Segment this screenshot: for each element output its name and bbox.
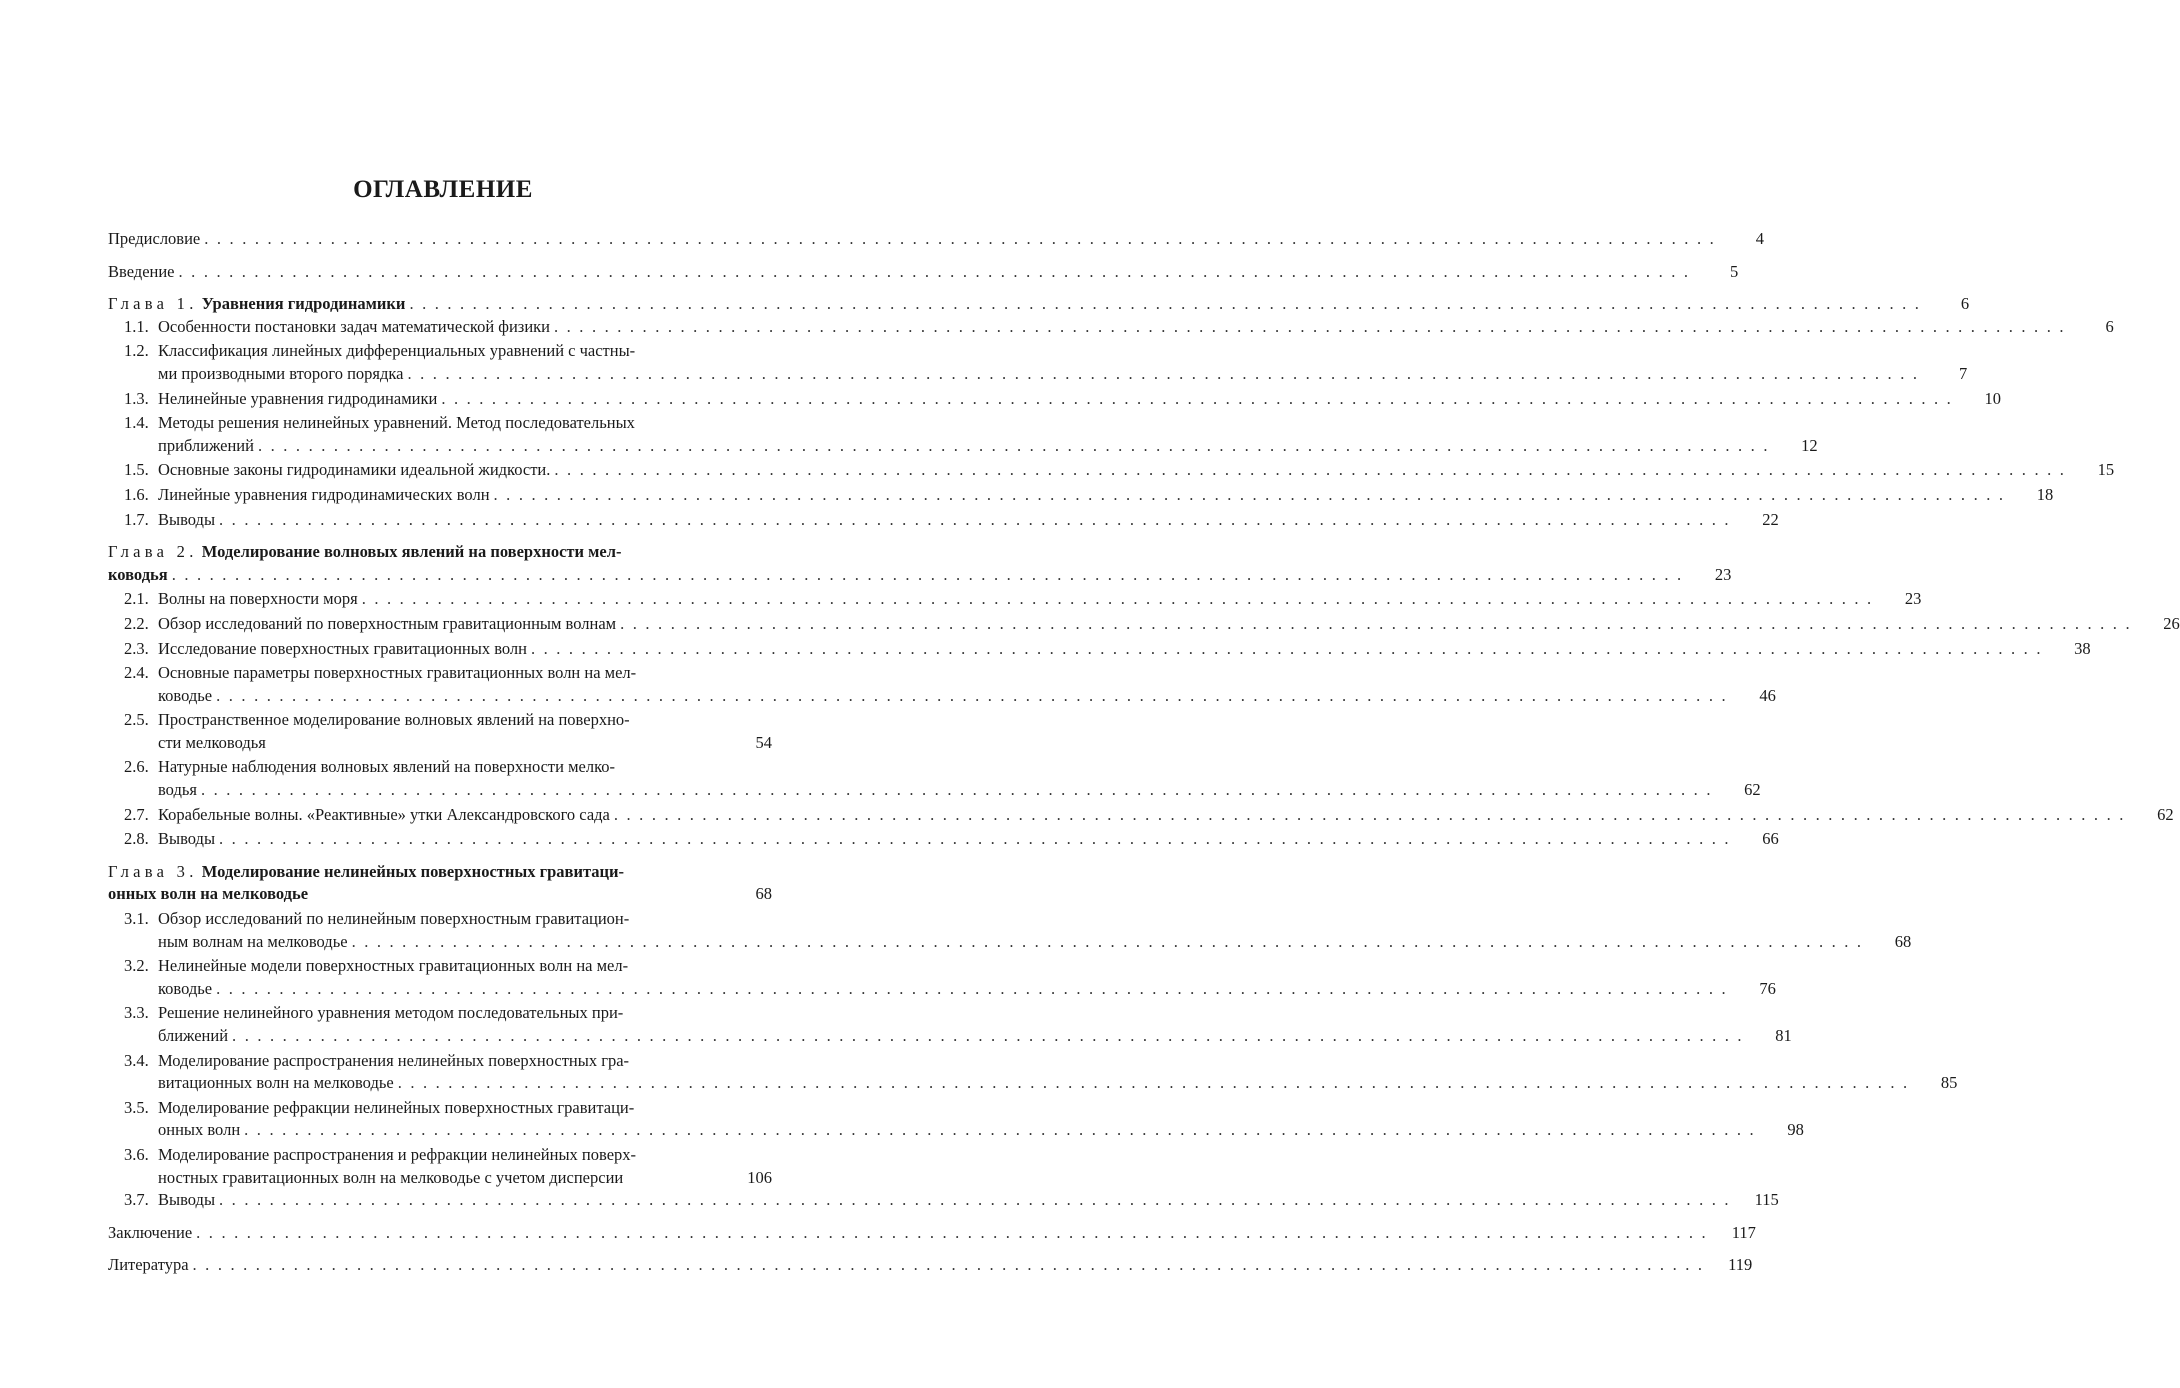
toc-section-2-7[interactable] [108,804,2174,827]
toc-section-3-6-cont[interactable] [108,1167,772,1190]
page-number: 23 [1714,564,1732,584]
toc-section-2-5[interactable] [108,709,772,732]
page-number: 62 [2157,804,2174,824]
toc-section-2-4[interactable] [108,662,772,685]
page-number: 81 [1775,1026,1792,1045]
toc-section-1-4-cont[interactable] [108,435,1818,458]
section-title-line-2: витационных волн на мелководье [158,1073,394,1093]
toc-section-3-2[interactable] [108,955,772,978]
toc-entry-conclusion[interactable] [108,1222,1756,1245]
toc-section-2-4-cont[interactable] [108,685,1776,708]
section-title-line-2: водья [158,780,197,800]
toc-section-1-3[interactable] [108,388,2001,411]
chapter-title: Уравнения гидродинамики [201,294,406,314]
page-number: 117 [1731,1222,1756,1242]
toc-chapter-2-cont[interactable] [108,564,1732,587]
dot-leader: . . . . . . . . . . . . . . . . . . . . . . . . . . . . . . . . . . . . . . . . . . . . . . . . . . . . . . . . . . . . . . . . . . . . . . . . . . . . . . . . . . . . . . . . . . . . . . . . . . . . . . . . . . . . . . . . . . . . . . . . [171,564,1684,584]
dot-leader: . . . . . . . . . . . . . . . . . . . . . . . . . . . . . . . . . . . . . . . . . . . . . . . . . . . . . . . . . . . . . . . . . . . . . . . . . . . . . . . . . . . . . . . . . . . . . . . . . . . . . . . . . . . . . . . . . . . . . . . . [232,1026,1744,1045]
page-number: 10 [1984,388,2001,408]
toc-section-1-7[interactable] [108,509,1779,532]
toc-section-3-4[interactable] [108,1050,772,1073]
chapter-label: Глава 3. [108,861,198,881]
page-number: 6 [2105,316,2114,336]
toc-section-2-6-cont[interactable] [108,779,1761,802]
section-number: 2.3. [124,638,149,658]
page-number: 26 [2163,613,2180,633]
section-title: Выводы [158,1190,216,1210]
entry-title: Введение [108,261,175,281]
section-number: 2.1. [124,589,149,609]
section-title: Выводы [158,829,216,849]
toc-chapter-3[interactable] [108,861,772,884]
chapter-title-line-2: онных волн на мелководье [108,884,309,904]
page-number: 119 [1728,1255,1753,1275]
entry-title: Предисловие [108,229,201,248]
section-number: 2.8. [124,829,149,849]
toc-section-2-3[interactable] [108,638,2091,661]
page-number: 85 [1940,1073,1958,1093]
dot-leader: . . . . . . . . . . . . . . . . . . . . . . . . . . . . . . . . . . . . . . . . . . . . . . . . . . . . . . . . . . . . . . . . . . . . . . . . . . . . . . . . . . . . . . . . . . . . . . . . . . . . . . . . . . . . . . . . . . . . . . . . [407,363,1920,383]
section-title-line-1: Нелинейные модели поверхностных гравитационных волн на мел- [158,956,629,976]
section-number: 2.2. [124,613,149,633]
section-title-line-1: Моделирование рефракции нелинейных поверхностных гравитаци- [158,1097,635,1117]
section-title-line-1: Пространственное моделирование волновых явлений на поверхно- [158,710,630,730]
page-number: 23 [1904,589,1922,609]
section-number: 2.4. [124,663,149,683]
page-number: 4 [1755,229,1764,248]
page-number: 12 [1801,435,1818,455]
section-number: 1.4. [124,413,149,433]
toc-section-3-4-cont[interactable] [108,1072,1958,1095]
dot-leader: . . . . . . . . . . . . . . . . . . . . . . . . . . . . . . . . . . . . . . . . . . . . . . . . . . . . . . . . . . . . . . . . . . . . . . . . . . . . . . . . . . . . . . . . . . . . . . . . . . . . . . . . . . . . . . . . . . . . . . . . [554,460,2067,480]
toc-entry-references[interactable] [108,1254,1753,1277]
dot-leader: . . . . . . . . . . . . . . . . . . . . . . . . . . . . . . . . . . . . . . . . . . . . . . . . . . . . . . . . . . . . . . . . . . . . . . . . . . . . . . . . . . . . . . . . . . . . . . . . . . . . . . . . . . . . . . . . . . . . . . . . [613,804,2126,824]
section-number: 3.5. [124,1097,149,1117]
section-number: 1.1. [124,316,149,336]
section-number: 1.3. [124,388,149,408]
toc-section-2-5-cont[interactable] [108,732,772,755]
toc-section-2-8[interactable] [108,828,1779,851]
section-number: 1.5. [124,460,149,480]
section-title: Волны на поверхности моря [158,589,358,609]
page-title: ОГЛАВЛЕНИЕ [353,176,533,203]
page-number: 22 [1762,509,1779,529]
page-number: 98 [1787,1120,1804,1140]
toc-section-3-5-cont[interactable] [108,1119,1804,1142]
toc-section-3-1-cont[interactable] [108,931,1912,954]
page-number: 5 [1729,261,1739,281]
page-number: 6 [1960,294,1970,314]
section-title: Линейные уравнения гидродинамических волн [158,484,490,504]
dot-leader: . . . . . . . . . . . . . . . . . . . . . . . . . . . . . . . . . . . . . . . . . . . . . . . . . . . . . . . . . . . . . . . . . . . . . . . . . . . . . . . . . . . . . . . . . . . . . . . . . . . . . . . . . . . . . . . . . . . . . . . . [554,316,2066,336]
dot-leader: . . . . . . . . . . . . . . . . . . . . . . . . . . . . . . . . . . . . . . . . . . . . . . . . . . . . . . . . . . . . . . . . . . . . . . . . . . . . . . . . . . . . . . . . . . . . . . . . . . . . . . . . . . . . . . . . . . . . . . . . [196,1222,1708,1242]
toc-entry-introduction[interactable] [108,261,1739,284]
dot-leader: . . . . . . . . . . . . . . . . . . . . . . . . . . . . . . . . . . . . . . . . . . . . . . . . . . . . . . . . . . . . . . . . . . . . . . . . . . . . . . . . . . . . . . . . . . . . . . . . . . . . . . . . . . . . . . . . . . . . . . . . [216,685,1728,705]
section-title-line-1: Моделирование распространения нелинейных поверхностных гра- [158,1050,630,1070]
section-title-line-2: ководье [158,978,213,998]
section-number: 3.2. [124,956,149,976]
toc-chapter-2[interactable] [108,541,772,564]
section-title: Исследование поверхностных гравитационных волн [158,638,527,658]
entry-title: Заключение [108,1222,193,1242]
dot-leader: . . . . . . . . . . . . . . . . . . . . . . . . . . . . . . . . . . . . . . . . . . . . . . . . . . . . . . . . . . . . . . . . . . . . . . . . . . . . . . . . . . . . . . . . . . . . . . . . . . . . . . . . . . . . . . . . . . . . . . . . [441,388,1953,408]
page-number: 106 [747,1167,772,1187]
section-title-line-1: Классификация линейных дифференциальных уравнений с частны- [158,341,636,361]
section-number: 3.4. [124,1050,149,1070]
chapter-label: Глава 2. [108,542,198,562]
page-number: 18 [2036,484,2054,504]
toc-section-3-7[interactable] [108,1189,1779,1212]
section-number: 1.6. [124,484,149,504]
dot-leader: . . . . . . . . . . . . . . . . . . . . . . . . . . . . . . . . . . . . . . . . . . . . . . . . . . . . . . . . . . . . . . . . . . . . . . . . . . . . . . . . . . . . . . . . . . . . . . . . . . . . . . . . . . . . . . . . . . . . . . . . [219,829,1731,849]
dot-leader: . . . . . . . . . . . . . . . . . . . . . . . . . . . . . . . . . . . . . . . . . . . . . . . . . . . . . . . . . . . . . . . . . . . . . . . . . . . . . . . . . . . . . . . . . . . . . . . . . . . . . . . . . . . . . . . . . . . . . . . . [216,978,1728,998]
dot-leader: . . . . . . . . . . . . . . . . . . . . . . . . . . . . . . . . . . . . . . . . . . . . . . . . . . . . . . . . . . . . . . . . . . . . . . . . . . . . . . . . . . . . . . . . . . . . . . . . . . . . . . . . . . . . . . . . . . . . . . . . [192,1255,1705,1275]
section-title: Обзор исследований по поверхностным гравитационным волнам [158,613,617,633]
section-title-line-1: Натурные наблюдения волновых явлений на поверхности мелко- [158,757,616,777]
toc-section-3-6[interactable] [108,1144,772,1167]
dot-leader: . . . . . . . . . . . . . . . . . . . . . . . . . . . . . . . . . . . . . . . . . . . . . . . . . . . . . . . . . . . . . . . . . . . . . . . . . . . . . . . . . . . . . . . . . . . . . . . . . . . . . . . . . . . . . . . . . . . . . . . . [219,509,1731,529]
section-number: 3.1. [124,909,149,929]
section-title-line-2: ностных гравитационных волн на мелководье с учетом дисперсии [158,1167,624,1187]
toc-section-1-6[interactable] [108,484,2054,507]
dot-leader: . . . . . . . . . . . . . . . . . . . . . . . . . . . . . . . . . . . . . . . . . . . . . . . . . . . . . . . . . . . . . . . . . . . . . . . . . . . . . . . . . . . . . . . . . . . . . . . . . . . . . . . . . . . . . . . . . . . . . . . . [178,261,1691,281]
toc-section-2-6[interactable] [108,756,772,779]
dot-leader: . . . . . . . . . . . . . . . . . . . . . . . . . . . . . . . . . . . . . . . . . . . . . . . . . . . . . . . . . . . . . . . . . . . . . . . . . . . . . . . . . . . . . . . . . . . . . . . . . . . . . . . . . . . . . . . . . . . . . . . . [204,229,1716,248]
section-title-line-2: приближений [158,435,254,455]
dot-leader: . . . . . . . . . . . . . . . . . . . . . . . . . . . . . . . . . . . . . . . . . . . . . . . . . . . . . . . . . . . . . . . . . . . . . . . . . . . . . . . . . . . . . . . . . . . . . . . . . . . . . . . . . . . . . . . . . . . . . . . . [397,1073,1910,1093]
section-number: 1.2. [124,341,149,361]
section-title-line-2: онных волн [158,1120,241,1140]
section-title-line-1: Обзор исследований по нелинейным поверхностным гравитацион- [158,909,630,929]
chapter-title-line-2: ководья [108,564,168,584]
chapter-title-line-1: Моделирование нелинейных поверхностных гравитаци- [201,861,625,881]
section-title-line-1: Моделирование распространения и рефракции нелинейных поверх- [158,1144,637,1164]
toc-section-2-2[interactable] [108,613,2180,636]
toc-entry-preface[interactable] [108,228,1764,251]
dot-leader: . . . . . . . . . . . . . . . . . . . . . . . . . . . . . . . . . . . . . . . . . . . . . . . . . . . . . . . . . . . . . . . . . . . . . . . . . . . . . . . . . . . . . . . . . . . . . . . . . . . . . . . . . . . . . . . . . . . . . . . . [244,1120,1756,1140]
section-title-line-2: ближений [158,1026,229,1045]
dot-leader: . . . . . . . . . . . . . . . . . . . . . . . . . . . . . . . . . . . . . . . . . . . . . . . . . . . . . . . . . . . . . . . . . . . . . . . . . . . . . . . . . . . . . . . . . . . . . . . . . . . . . . . . . . . . . . . . . . . . . . . . [620,613,2132,633]
section-title: Основные законы гидродинамики идеальной жидкости. [158,460,551,480]
page-number: 62 [1744,780,1761,800]
toc-chapter-1[interactable] [108,293,1970,316]
page-number: 68 [1894,931,1912,951]
section-title: Особенности постановки задач математической физики [158,316,550,336]
dot-leader: . . . . . . . . . . . . . . . . . . . . . . . . . . . . . . . . . . . . . . . . . . . . . . . . . . . . . . . . . . . . . . . . . . . . . . . . . . . . . . . . . . . . . . . . . . . . . . . . . . . . . . . . . . . . . . . . . . . . . . . . [361,589,1874,609]
section-number: 3.3. [124,1003,149,1023]
toc-section-1-5[interactable] [108,459,2115,482]
section-title-line-2: сти мелководья [158,732,266,752]
chapter-title-line-1: Моделирование волновых явлений на поверхности мел- [201,542,622,562]
dot-leader: . . . . . . . . . . . . . . . . . . . . . . . . . . . . . . . . . . . . . . . . . . . . . . . . . . . . . . . . . . . . . . . . . . . . . . . . . . . . . . . . . . . . . . . . . . . . . . . . . . . . . . . . . . . . . . . . . . . . . . . . [530,638,2043,658]
page-number: 15 [2097,460,2115,480]
toc-section-3-5[interactable] [108,1097,772,1120]
dot-leader: . . . . . . . . . . . . . . . . . . . . . . . . . . . . . . . . . . . . . . . . . . . . . . . . . . . . . . . . . . . . . . . . . . . . . . . . . . . . . . . . . . . . . . . . . . . . . . . . . . . . . . . . . . . . . . . . . . . . . . . . [409,294,1922,314]
section-title-line-2: ми производными второго порядка [158,363,404,383]
dot-leader: . . . . . . . . . . . . . . . . . . . . . . . . . . . . . . . . . . . . . . . . . . . . . . . . . . . . . . . . . . . . . . . . . . . . . . . . . . . . . . . . . . . . . . . . . . . . . . . . . . . . . . . . . . . . . . . . . . . . . . . . [200,780,1713,800]
page-number: 46 [1759,685,1776,705]
page-number: 7 [1958,363,1968,383]
entry-title: Литература [108,1255,189,1275]
toc-section-3-3[interactable] [108,1002,772,1025]
chapter-label: Глава 1. [108,294,198,314]
section-title: Корабельные волны. «Реактивные» утки Александровского сада [158,804,610,824]
section-title-line-2: ководье [158,685,213,705]
section-number: 1.7. [124,509,149,529]
page-number: 38 [2074,638,2091,658]
toc-section-2-1[interactable] [108,588,1922,611]
page-number: 54 [755,732,772,752]
dot-leader: . . . . . . . . . . . . . . . . . . . . . . . . . . . . . . . . . . . . . . . . . . . . . . . . . . . . . . . . . . . . . . . . . . . . . . . . . . . . . . . . . . . . . . . . . . . . . . . . . . . . . . . . . . . . . . . . . . . . . . . . [351,931,1864,951]
section-number: 2.7. [124,804,149,824]
section-title-line-2: ным волнам на мелководье [158,931,348,951]
page-number: 68 [755,884,772,904]
section-number: 2.5. [124,710,149,730]
section-number: 3.6. [124,1144,149,1164]
section-title: Нелинейные уравнения гидродинамики [158,388,438,408]
page-number: 76 [1759,978,1776,998]
page-number: 66 [1762,829,1779,849]
section-number: 2.6. [124,757,149,777]
toc-section-1-2[interactable] [108,340,772,363]
toc-section-3-2-cont[interactable] [108,978,1776,1001]
dot-leader: . . . . . . . . . . . . . . . . . . . . . . . . . . . . . . . . . . . . . . . . . . . . . . . . . . . . . . . . . . . . . . . . . . . . . . . . . . . . . . . . . . . . . . . . . . . . . . . . . . . . . . . . . . . . . . . . . . . . . . . . [493,484,2006,504]
section-title: Выводы [158,509,216,529]
page-number: 115 [1754,1190,1779,1210]
toc-section-3-3-cont[interactable] [108,1025,1792,1048]
section-title-line-1: Решение нелинейного уравнения методом последовательных при- [158,1003,624,1023]
table-of-contents [108,228,2180,1277]
section-title-line-1: Основные параметры поверхностных гравитационных волн на мел- [158,663,637,683]
toc-chapter-3-cont[interactable] [108,883,772,906]
toc-section-1-4[interactable] [108,412,772,435]
toc-section-1-2-cont[interactable] [108,363,1968,386]
toc-section-3-1[interactable] [108,908,772,931]
section-number: 3.7. [124,1190,149,1210]
section-title-line-1: Методы решения нелинейных уравнений. Метод последовательных [158,413,635,433]
dot-leader: . . . . . . . . . . . . . . . . . . . . . . . . . . . . . . . . . . . . . . . . . . . . . . . . . . . . . . . . . . . . . . . . . . . . . . . . . . . . . . . . . . . . . . . . . . . . . . . . . . . . . . . . . . . . . . . . . . . . . . . . [257,435,1770,455]
toc-section-1-1[interactable] [108,316,2114,339]
dot-leader: . . . . . . . . . . . . . . . . . . . . . . . . . . . . . . . . . . . . . . . . . . . . . . . . . . . . . . . . . . . . . . . . . . . . . . . . . . . . . . . . . . . . . . . . . . . . . . . . . . . . . . . . . . . . . . . . . . . . . . . . [219,1190,1731,1210]
